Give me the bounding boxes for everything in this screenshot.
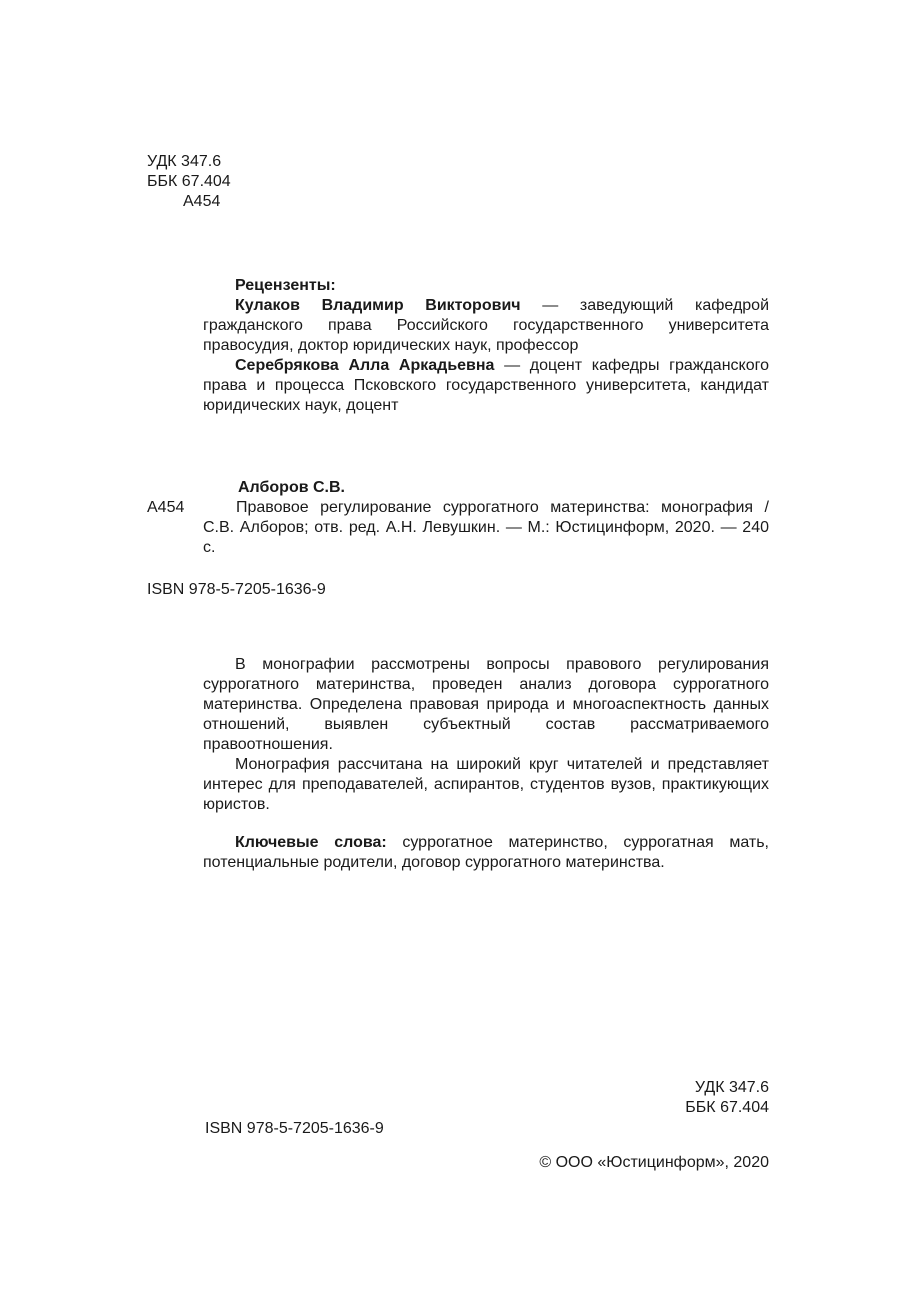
copyright: © ООО «Юстицинформ», 2020 <box>539 1154 769 1171</box>
reviewer-name: Кулаков Владимир Викторович <box>235 297 521 314</box>
annotation-section <box>203 655 769 873</box>
keywords-label: Ключевые слова: <box>235 834 387 851</box>
reviewer-description: — заведующий кафедрой гражданского права Российского государственного университета правосудия, доктор юридических наук, профессор <box>203 297 770 354</box>
bibliographic-description: Правовое регулирование суррогатного материнства: монография / С.В. Алборов; отв. ред. А.Н. Левушкин. — М.: Юстицинформ, 2020. — 240 с. <box>203 499 769 556</box>
reviewers-section <box>203 276 769 416</box>
footer-udk: УДК 347.6 <box>694 1079 769 1096</box>
reviewer-description: — доцент кафедры гражданского права и процесса Псковского государственного университета, кандидат юридических наук, доцент <box>203 357 770 414</box>
annotation-paragraph: В монографии рассмотрены вопросы правового регулирования суррогатного материнства, проведен анализ договора суррогатного материнства. Определена правовая природа и многоаспектность данных отношений, выявлен субъектный состав рассматриваемого правоотношения. <box>203 656 769 753</box>
classification-block <box>147 152 231 212</box>
keywords <box>203 833 769 873</box>
bibliographic-mark: А454 <box>147 499 185 516</box>
footer-bbk: ББК 67.404 <box>685 1099 769 1116</box>
reviewer-name: Серебрякова Алла Аркадьевна <box>235 357 495 374</box>
bibliographic-author: Алборов С.В. <box>238 479 345 496</box>
reviewer-entry <box>203 296 769 356</box>
bbk-code: ББК 67.404 <box>147 173 231 190</box>
annotation-paragraph: Монография рассчитана на широкий круг читателей и представляет интерес для преподавателей, аспирантов, студентов вузов, практикующих юристов. <box>203 756 769 813</box>
author-mark: А454 <box>183 193 221 210</box>
reviewers-heading: Рецензенты: <box>235 277 336 294</box>
isbn-top: ISBN 978-5-7205-1636-9 <box>147 581 326 598</box>
footer-isbn: ISBN 978-5-7205-1636-9 <box>205 1120 384 1137</box>
reviewer-entry <box>203 356 769 416</box>
keywords-text: суррогатное материнство, суррогатная мать, потенциальные родители, договор суррогатного материнства. <box>203 834 769 871</box>
udk-code: УДК 347.6 <box>147 153 222 170</box>
